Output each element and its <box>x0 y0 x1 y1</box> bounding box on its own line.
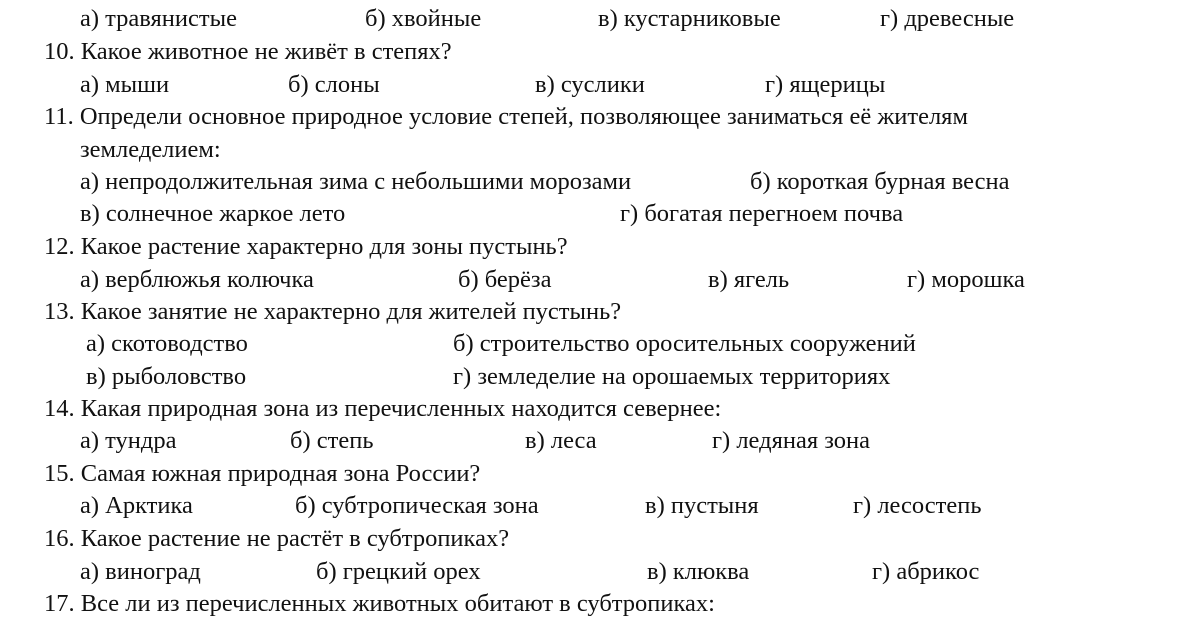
q10-option-v: в) суслики <box>535 71 645 98</box>
q14-option-a: а) тундра <box>80 427 177 454</box>
q15-options-row <box>0 490 1200 522</box>
q10-option-b: б) слоны <box>288 71 380 98</box>
q14-text: 14. Какая природная зона из перечисленных находится севернее: <box>44 395 722 422</box>
q14-option-b: б) степь <box>290 427 374 454</box>
q11-text-cont-row <box>0 134 1200 166</box>
q11-options-row-2 <box>0 198 1200 230</box>
q9-option-a: а) травянистые <box>80 5 237 32</box>
q14-option-v: в) леса <box>525 427 597 454</box>
q12-option-g: г) морошка <box>907 266 1025 293</box>
q16-option-b: б) грецкий орех <box>316 558 481 585</box>
q9-option-g: г) древесные <box>880 5 1015 32</box>
q12-options-row <box>0 264 1200 296</box>
q9-option-b: б) хвойные <box>365 5 482 32</box>
q10-text-row <box>0 36 1200 68</box>
q15-text: 15. Самая южная природная зона России? <box>44 460 481 487</box>
q12-option-a: а) верблюжья колючка <box>80 266 314 293</box>
q13-option-b: б) строительство оросительных сооружений <box>453 330 916 357</box>
q16-option-g: г) абрикос <box>872 558 980 585</box>
q12-option-v: в) ягель <box>708 266 790 293</box>
q16-option-v: в) клюква <box>647 558 750 585</box>
q11-text: 11. Определи основное природное условие степей, позволяющее заниматься её жителям <box>44 103 968 130</box>
q15-text-row <box>0 458 1200 490</box>
q10-options-row <box>0 69 1200 101</box>
q12-text-row <box>0 231 1200 263</box>
q14-options-row <box>0 425 1200 457</box>
q13-text-row <box>0 296 1200 328</box>
q15-option-v: в) пустыня <box>645 492 759 519</box>
q10-option-a: а) мыши <box>80 71 170 98</box>
q16-option-a: а) виноград <box>80 558 201 585</box>
q13-option-g: г) земледелие на орошаемых территориях <box>453 363 891 390</box>
q11-option-g: г) богатая перегноем почва <box>620 200 904 227</box>
q17-text-row <box>0 588 1200 620</box>
q13-option-v: в) рыболовство <box>86 363 247 390</box>
q11-option-v: в) солнечное жаркое лето <box>80 200 346 227</box>
q9-options-row <box>0 3 1200 35</box>
q12-option-b: б) берёза <box>458 266 552 293</box>
q14-option-g: г) ледяная зона <box>712 427 870 454</box>
q11-text-row <box>0 101 1200 133</box>
q16-options-row <box>0 556 1200 588</box>
q13-option-a: а) скотоводство <box>86 330 248 357</box>
q14-text-row <box>0 393 1200 425</box>
q13-options-row-2 <box>0 361 1200 393</box>
q11-option-a: а) непродолжительная зима с небольшими морозами <box>80 168 632 195</box>
q15-option-a: а) Арктика <box>80 492 193 519</box>
q15-option-b: б) субтропическая зона <box>295 492 539 519</box>
q9-option-v: в) кустарниковые <box>598 5 781 32</box>
q16-text-row <box>0 523 1200 555</box>
q11-text-cont: земледелием: <box>80 136 221 163</box>
q13-options-row-1 <box>0 328 1200 360</box>
q10-text: 10. Какое животное не живёт в степях? <box>44 38 452 65</box>
q11-options-row-1 <box>0 166 1200 198</box>
q10-option-g: г) ящерицы <box>765 71 886 98</box>
q17-text: 17. Все ли из перечисленных животных обитают в субтропиках: <box>44 590 715 617</box>
q15-option-g: г) лесостепь <box>853 492 982 519</box>
q11-option-b: б) короткая бурная весна <box>750 168 1010 195</box>
q13-text: 13. Какое занятие не характерно для жителей пустынь? <box>44 298 622 325</box>
q12-text: 12. Какое растение характерно для зоны пустынь? <box>44 233 568 260</box>
q16-text: 16. Какое растение не растёт в субтропиках? <box>44 525 510 552</box>
